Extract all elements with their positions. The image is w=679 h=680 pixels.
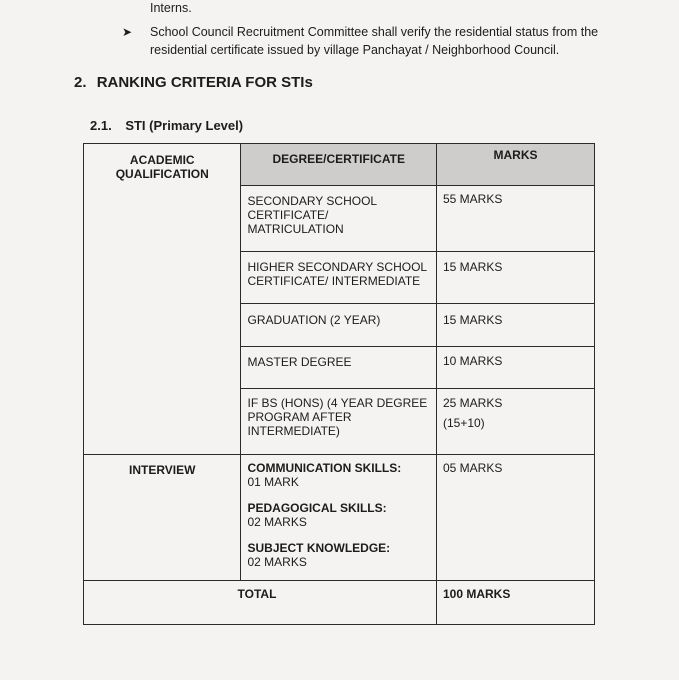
marks-header: MARKS [493, 148, 538, 162]
marks-header-cell [436, 144, 594, 186]
marks-cell [436, 304, 594, 347]
marks-value: 15 MARKS [442, 260, 503, 274]
marks-value: 10 MARKS [442, 354, 503, 368]
table-header-row [84, 144, 595, 186]
degree-line: HIGHER SECONDARY SCHOOL [247, 260, 428, 274]
degree-cell [241, 252, 437, 304]
total-label-cell [84, 581, 437, 625]
degree-line: SECONDARY SCHOOL [247, 194, 378, 208]
degree-line: MASTER DEGREE [247, 355, 352, 369]
degree-header: DEGREE/CERTIFICATE [272, 152, 405, 166]
subsection-number: 2.1. [90, 118, 112, 133]
marks-value: 15 MARKS [442, 313, 503, 327]
interview-items-cell [241, 455, 437, 581]
interview-item-title: SUBJECT KNOWLEDGE: [247, 541, 391, 555]
degree-line: MATRICULATION [247, 222, 344, 236]
bullet-line-1: School Council Recruitment Committee shall verify the residential status from the [150, 25, 599, 39]
marks-breakdown: (15+10) [442, 416, 485, 430]
marks-value: 25 MARKS [442, 396, 503, 410]
interview-marks: 05 MARKS [442, 461, 503, 475]
interview-item-marks: 02 MARKS [247, 515, 307, 529]
marks-cell [436, 389, 594, 455]
section-heading [74, 74, 313, 91]
marks-cell [436, 347, 594, 389]
academic-header-line2: QUALIFICATION [115, 167, 209, 181]
interview-label-cell [84, 455, 241, 581]
subsection-heading [90, 118, 243, 133]
section-number: 2. [74, 74, 87, 91]
degree-cell [241, 347, 437, 389]
degree-cell [241, 186, 437, 252]
interview-item-title: COMMUNICATION SKILLS: [247, 461, 402, 475]
total-marks-cell [436, 581, 594, 625]
degree-line: PROGRAM AFTER [247, 410, 352, 424]
interview-item-marks: 01 MARK [247, 475, 299, 489]
bullet-line-2: residential certificate issued by village Panchayat / Neighborhood Council. [150, 43, 560, 57]
interview-label: INTERVIEW [129, 463, 196, 477]
degree-cell [241, 304, 437, 347]
arrow-bullet-icon: ➤ [122, 25, 133, 39]
interview-item-marks: 02 MARKS [247, 555, 307, 569]
total-label: TOTAL [237, 587, 277, 601]
interview-marks-cell [436, 455, 594, 581]
intro-line-top: Interns. [150, 1, 192, 15]
marks-cell [436, 186, 594, 252]
academic-header-line1: ACADEMIC [129, 153, 195, 167]
ranking-criteria-table [83, 143, 595, 625]
degree-header-cell [241, 144, 437, 186]
degree-cell [241, 389, 437, 455]
marks-value: 55 MARKS [442, 192, 503, 206]
interview-row [84, 455, 595, 581]
degree-line: IF BS (HONS) (4 YEAR DEGREE [247, 396, 428, 410]
total-marks: 100 MARKS [442, 587, 511, 601]
section-title: RANKING CRITERIA FOR STIs [96, 74, 313, 91]
total-row [84, 581, 595, 625]
degree-line: CERTIFICATE/ [247, 208, 329, 222]
subsection-title: STI (Primary Level) [125, 118, 244, 133]
interview-item-title: PEDAGOGICAL SKILLS: [247, 501, 387, 515]
marks-cell [436, 252, 594, 304]
degree-line: CERTIFICATE/ INTERMEDIATE [247, 274, 421, 288]
degree-line: INTERMEDIATE) [247, 424, 340, 438]
academic-qualification-cell [84, 144, 241, 455]
degree-line: GRADUATION (2 YEAR) [247, 313, 381, 327]
